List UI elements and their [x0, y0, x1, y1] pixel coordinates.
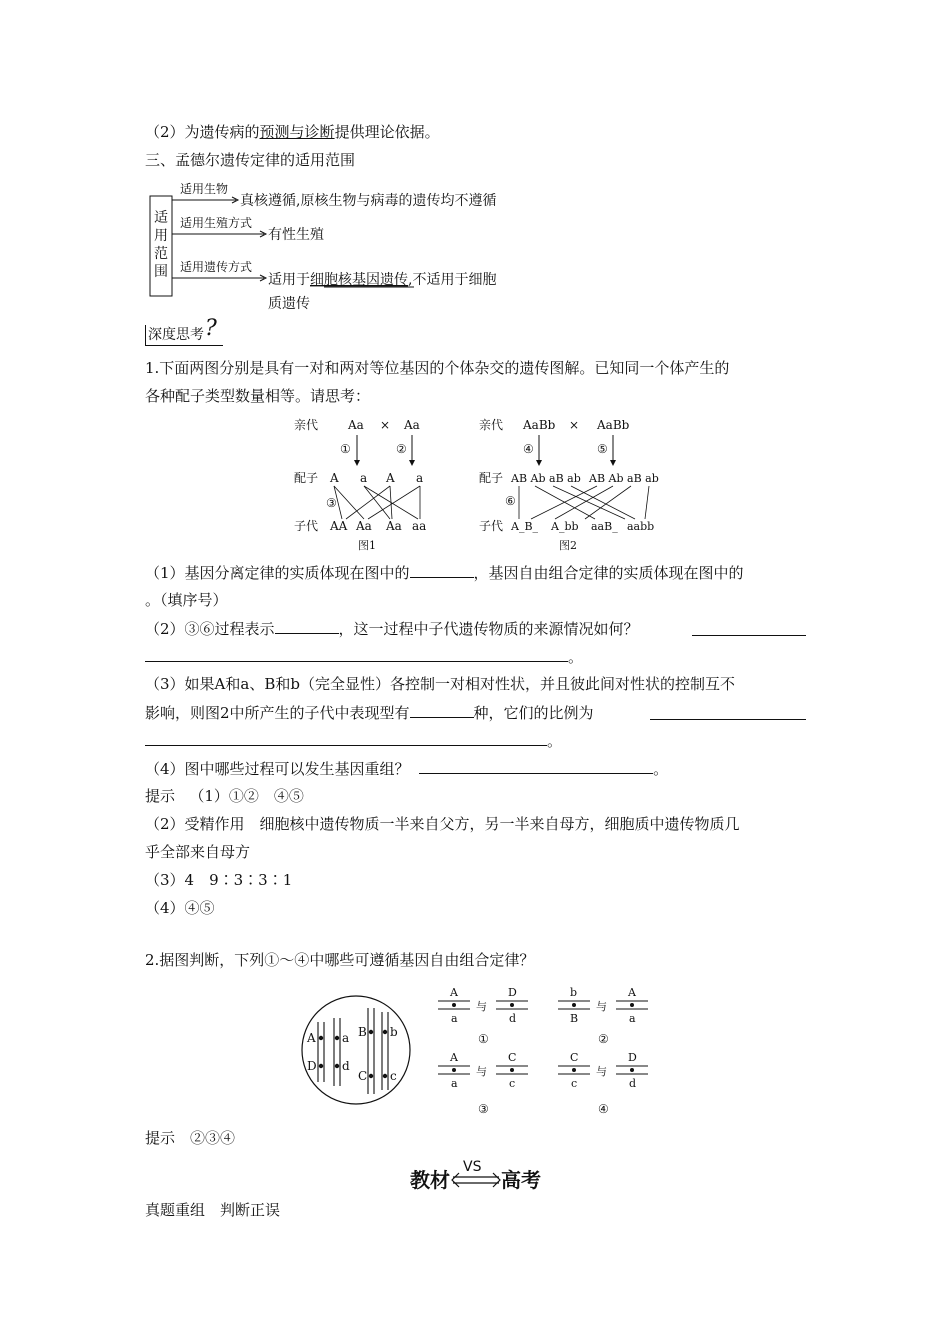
- q1-sub3-b: 影响，则图2中所产生的子代中表现型有: [145, 704, 410, 722]
- figure-1: [290, 415, 450, 555]
- cell-label: c: [390, 1069, 397, 1083]
- fig1-row-offspring: 子代: [294, 519, 319, 533]
- fig2-caption: 图2: [559, 539, 577, 552]
- pair-label: d: [629, 1077, 637, 1090]
- fig1-gamete: a: [416, 471, 424, 485]
- fig2-cross-lines: [519, 486, 649, 519]
- pair-label: a: [629, 1012, 636, 1025]
- scope-bracket-char: 适: [154, 210, 168, 226]
- scope-result-2: 有性生殖: [268, 227, 324, 243]
- deep-think-label: 深度思考: [148, 327, 204, 343]
- q1-sub4: [145, 758, 668, 779]
- fig2-row-gamete: 配子: [479, 471, 504, 485]
- q1-answer-4: （4）④⑤: [145, 899, 215, 917]
- chromosomes: [318, 1008, 388, 1094]
- pair-label: a: [451, 1012, 458, 1025]
- scope-result-3-prefix: 适用于: [268, 272, 310, 288]
- q1-sub1: [145, 562, 744, 583]
- pair-label: C: [570, 1051, 579, 1064]
- pair-label: D: [508, 986, 517, 999]
- cell-label: C: [358, 1069, 368, 1083]
- deep-think-underline: [145, 345, 223, 346]
- q1-sub4-a: （4）图中哪些过程可以发生基因重组？: [145, 760, 410, 778]
- cell-label: B: [358, 1025, 367, 1039]
- fig2-parent1: AaBb: [523, 418, 556, 432]
- pair-connector: 与: [596, 1000, 607, 1013]
- q1-answer-3: （3）4 9∶3∶3∶1: [145, 871, 293, 889]
- intro-item2-suffix: 提供理论依据。: [334, 123, 440, 141]
- hint-label: 提示: [145, 787, 176, 805]
- q1-sub4-end: 。: [653, 760, 669, 778]
- answer-blank[interactable]: [650, 704, 806, 720]
- q2-stem: 2.据图判断，下列①～④中哪些可遵循基因自由组合定律？: [145, 951, 535, 969]
- pair-label: A: [628, 986, 636, 999]
- fig1-parent1: Aa: [348, 418, 364, 432]
- pair-1: [438, 986, 528, 1046]
- q1-hint-row: [145, 786, 304, 806]
- pair-4: [558, 1051, 648, 1116]
- scope-bracket-char: 用: [154, 228, 168, 244]
- cell-label: A: [307, 1031, 316, 1045]
- q1-stem-line1: 1.下面两图分别是具有一对和两对等位基因的个体杂交的遗传图解。已知同一个体产生的: [145, 359, 730, 377]
- answer-blank[interactable]: [692, 620, 806, 636]
- section3-title: 三、孟德尔遗传定律的适用范围: [145, 151, 356, 169]
- fig2-offspring: A_bb: [551, 520, 579, 533]
- fig2-gametes-left: AB Ab aB ab: [511, 472, 581, 485]
- q1-answer-2-line2: 乎全部来自母方: [145, 843, 251, 861]
- fig2-step-left: ④: [523, 442, 534, 456]
- q1-answer-2-line1: （2）受精作用 细胞核中遗传物质一半来自父方，另一半来自母方，细胞质中遗传物质几: [145, 815, 740, 833]
- fig1-caption: 图1: [358, 539, 376, 552]
- pair-number: ①: [478, 1032, 489, 1046]
- q1-sub1-a: （1）基因分离定律的实质体现在图中的: [145, 564, 410, 582]
- q1-answer-1: （1）①② ④⑤: [189, 787, 304, 805]
- scope-diagram: [148, 178, 548, 318]
- fig1-parent2: Aa: [404, 418, 420, 432]
- fig1-offspring: AA: [330, 519, 348, 533]
- pair-label: A: [450, 986, 458, 999]
- answer-blank[interactable]: [410, 702, 474, 718]
- fig1-offspring: Aa: [386, 519, 402, 533]
- pair-number: ④: [598, 1102, 609, 1116]
- scope-result-3-underlined: 细胞核基因遗传: [310, 272, 408, 288]
- figure-2: [475, 415, 675, 555]
- fig1-gamete: a: [360, 471, 368, 485]
- pair-label: c: [571, 1077, 578, 1090]
- scope-arrow-label-1: 适用生物: [180, 182, 229, 196]
- pair-label: b: [570, 986, 578, 999]
- q2-hint: 提示 ②③④: [145, 1129, 236, 1147]
- answer-blank[interactable]: [275, 618, 339, 634]
- banner-right: 高考: [501, 1168, 541, 1192]
- fig1-step-mid: ③: [326, 496, 337, 510]
- q1-sub3-b-row: [145, 702, 594, 723]
- fig1-offspring: aa: [412, 519, 427, 533]
- cell-diagram: [300, 990, 415, 1115]
- fig2-row-parent: 亲代: [479, 418, 504, 432]
- pair-connector: 与: [476, 1065, 487, 1078]
- fig2-row-offspring: 子代: [479, 519, 504, 533]
- q1-sub2: [145, 618, 639, 639]
- fig2-offspring: aabb: [627, 520, 655, 533]
- q1-sub2-a: （2）③⑥过程表示: [145, 620, 275, 638]
- fig1-step-right: ②: [396, 442, 407, 456]
- pair-label: D: [628, 1051, 637, 1064]
- q1-sub3-line3: [145, 730, 562, 751]
- q1-stem-line2: 各种配子类型数量相等。请思考：: [145, 387, 371, 405]
- answer-blank[interactable]: [410, 562, 474, 578]
- fig2-step-right: ⑤: [597, 442, 608, 456]
- footer-title: 真题重组 判断正误: [145, 1201, 281, 1219]
- q1-sub2-b: ，这一过程中子代遗传物质的来源情况如何？: [338, 620, 639, 638]
- pair-number: ②: [598, 1032, 609, 1046]
- scope-bracket-char: 范: [154, 246, 168, 262]
- cell-label: b: [390, 1025, 398, 1039]
- banner-left: 教材: [410, 1168, 450, 1192]
- q1-sub1-c: 。（填序号）: [145, 591, 228, 609]
- cell-label: D: [307, 1059, 317, 1073]
- pair-connector: 与: [596, 1065, 607, 1078]
- fig1-gamete: A: [330, 471, 339, 485]
- fig1-cross: ×: [380, 418, 391, 432]
- fig2-step-mid: ⑥: [505, 494, 516, 508]
- pair-label: B: [570, 1012, 579, 1025]
- q1-sub2-end: 。: [568, 648, 584, 666]
- textbook-vs-exam-banner: [405, 1155, 555, 1195]
- q1-sub3-end: 。: [547, 732, 563, 750]
- answer-blank[interactable]: [419, 758, 653, 774]
- pair-label: a: [451, 1077, 458, 1090]
- scope-arrow-label-2: 适用生殖方式: [180, 216, 253, 230]
- fig2-gametes-right: AB Ab aB ab: [589, 472, 659, 485]
- pair-number: ③: [478, 1102, 489, 1116]
- scope-result-3-suffix: ,不适用于细胞: [408, 272, 497, 288]
- question-mark-icon: ?: [205, 316, 217, 341]
- fig1-row-parent: 亲代: [294, 418, 319, 432]
- pair-2: [558, 986, 648, 1046]
- scope-bracket-char: 围: [154, 264, 168, 280]
- fig1-gamete: A: [386, 471, 395, 485]
- scope-result-3: [268, 271, 496, 288]
- intro-item2-underlined: 预测与诊断: [259, 123, 335, 141]
- scope-arrow-label-3: 适用遗传方式: [180, 260, 253, 274]
- cell-label: d: [342, 1059, 350, 1073]
- fig2-offspring: A_B_: [511, 520, 539, 533]
- fig2-offspring: aaB_: [591, 520, 618, 533]
- chromosome-pairs: [430, 985, 660, 1120]
- intro-item2-prefix: （2）为遗传病的: [145, 123, 260, 141]
- pair-label: d: [509, 1012, 517, 1025]
- fig2-cross: ×: [569, 418, 580, 432]
- deep-think-bar: [145, 325, 146, 345]
- pair-connector: 与: [476, 1000, 487, 1013]
- pair-label: C: [508, 1051, 517, 1064]
- cell-label: a: [342, 1031, 350, 1045]
- intro-item2: [145, 122, 440, 142]
- q1-sub1-b: ，基因自由组合定律的实质体现在图中的: [473, 564, 744, 582]
- double-arrow-icon: [452, 1173, 500, 1187]
- fig1-step-left: ①: [340, 442, 351, 456]
- answer-blank[interactable]: [145, 646, 568, 662]
- q1-sub3-c: 种，它们的比例为: [473, 704, 594, 722]
- banner-vs: VS: [463, 1159, 482, 1175]
- q1-sub3-a: （3）如果A和a、B和b（完全显性）各控制一对相对性状，并且彼此间对性状的控制互不: [145, 675, 735, 693]
- fig1-row-gamete: 配子: [294, 471, 319, 485]
- pair-label: c: [509, 1077, 516, 1090]
- fig1-cross-lines: [334, 486, 420, 519]
- pair-label: A: [450, 1051, 458, 1064]
- fig2-parent2: AaBb: [597, 418, 630, 432]
- fig1-offspring: Aa: [356, 519, 372, 533]
- answer-blank[interactable]: [145, 730, 547, 746]
- pair-3: [438, 1051, 528, 1116]
- scope-result-3-line2: 质遗传: [268, 296, 310, 312]
- scope-result-1: 真核遵循,原核生物与病毒的遗传均不遵循: [240, 193, 497, 209]
- q1-sub2-line2: [145, 646, 583, 667]
